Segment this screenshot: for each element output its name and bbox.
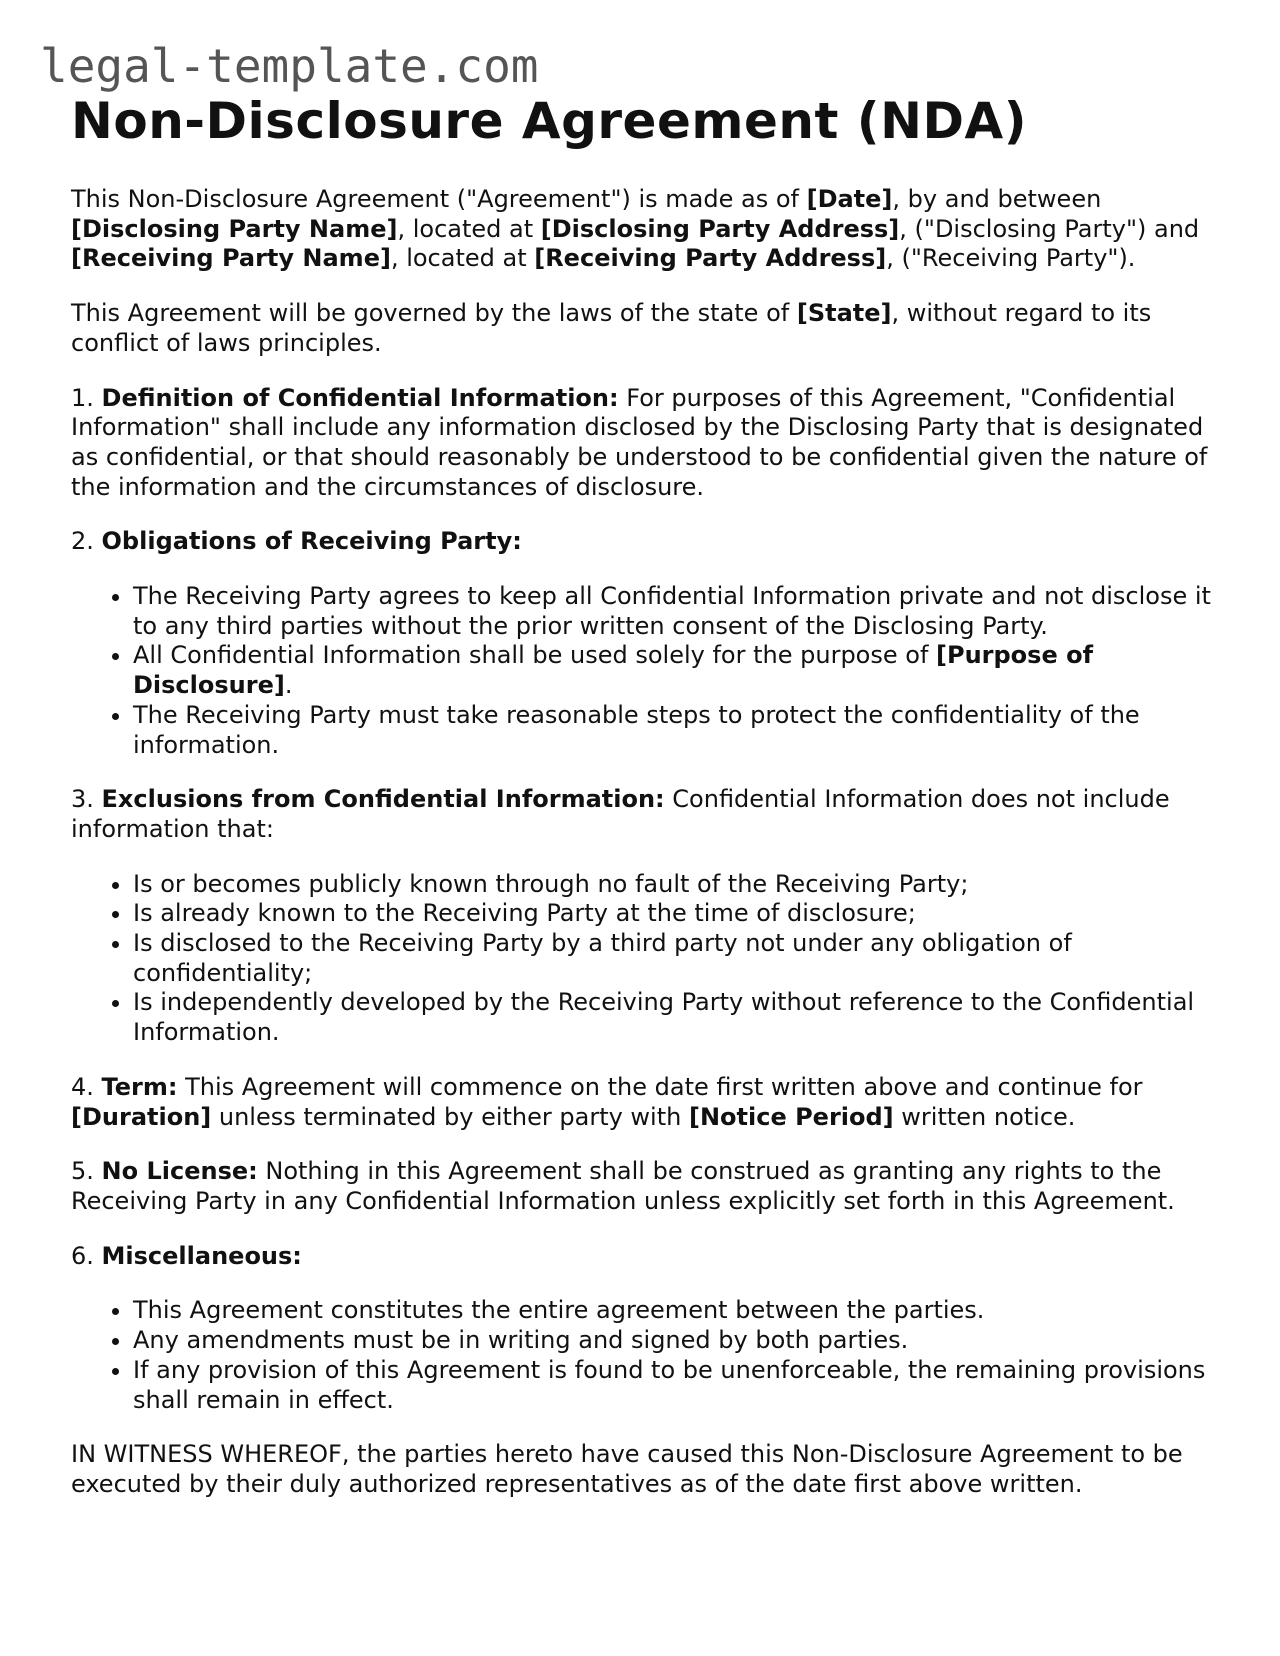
closing-paragraph: IN WITNESS WHEREOF, the parties hereto have caused this Non-Disclosure Agreement to be executed by their duly authorized representatives as of the date first above written.	[71, 1440, 1183, 1498]
list-item: • Is independently developed by the Receiving Party without reference to the Confidential Information.	[133, 988, 1211, 1047]
obligations-list	[71, 582, 1211, 760]
list-item: • This Agreement constitutes the entire agreement between the parties.	[133, 1296, 1211, 1326]
list-item: • Any amendments must be in writing and signed by both parties.	[133, 1326, 1211, 1356]
section-text: unless terminated by either party with	[211, 1102, 689, 1131]
receiving-party-name-placeholder: [Receiving Party Name]	[71, 244, 391, 273]
section-number: 6.	[71, 1241, 102, 1270]
intro-text: , ("Receiving Party").	[886, 244, 1136, 273]
section-5	[71, 1157, 1211, 1216]
intro-paragraph	[71, 185, 1211, 274]
section-heading: Obligations of Receiving Party:	[101, 527, 522, 556]
list-item: • The Receiving Party agrees to keep all Confidential Information private and not disclose it to any third parties without the prior written consent of the Disclosing Party.	[133, 582, 1211, 641]
section-number: 4.	[71, 1072, 102, 1101]
section-text: Nothing in this Agreement shall be construed as granting any rights to the Receiving Party in any Confidential Information unless explicitly set forth in this Agreement.	[71, 1157, 1175, 1215]
section-1	[71, 384, 1211, 503]
list-item: • The Receiving Party must take reasonable steps to protect the confidentiality of the information.	[133, 701, 1211, 760]
intro-text: This Non-Disclosure Agreement ("Agreement") is made as of	[71, 185, 807, 213]
document-title: Non-Disclosure Agreement (NDA)	[71, 92, 1028, 150]
list-item: • If any provision of this Agreement is found to be unenforceable, the remaining provisions shall remain in effect.	[133, 1356, 1211, 1415]
section-6	[71, 1242, 1211, 1272]
intro-text: , located at	[397, 214, 541, 243]
duration-placeholder: [Duration]	[71, 1102, 212, 1131]
section-3	[71, 785, 1211, 844]
section-4	[71, 1073, 1211, 1132]
receiving-party-address-placeholder: [Receiving Party Address]	[534, 244, 887, 273]
section-heading: Exclusions from Confidential Information:	[101, 785, 665, 814]
date-placeholder: [Date]	[806, 185, 893, 213]
governing-law-paragraph	[71, 299, 1211, 358]
section-heading: Definition of Confidential Information:	[101, 383, 619, 412]
section-number: 1.	[71, 383, 102, 412]
site-watermark: legal-template.com	[40, 39, 539, 93]
list-item-text: All Confidential Information shall be used solely for the purpose of	[133, 641, 937, 670]
section-number: 5.	[71, 1157, 102, 1186]
disclosing-party-address-placeholder: [Disclosing Party Address]	[540, 214, 900, 243]
intro-text: , by and between	[892, 185, 1102, 213]
state-placeholder: [State]	[796, 299, 892, 328]
list-item: • Is disclosed to the Receiving Party by a third party not under any obligation of confidentiality;	[133, 929, 1211, 988]
section-text: This Agreement will commence on the date first written above and continue for	[177, 1072, 1143, 1101]
notice-period-placeholder: [Notice Period]	[688, 1102, 894, 1131]
section-heading: Term:	[101, 1072, 178, 1101]
list-item	[133, 641, 1211, 700]
section-text: written notice.	[893, 1102, 1076, 1131]
section-text: Confidential Information does not include information that:	[71, 785, 1170, 843]
section-text: For purposes of this Agreement, "Confidential Information" shall include any information disclosed by the Disclosing Party that is designated as confidential, or that should reasonably be understood to be confidential given the nature of the information and the circumstances of disclosure.	[71, 383, 1208, 501]
miscellaneous-list	[71, 1296, 1211, 1415]
governing-text: This Agreement will be governed by the laws of the state of	[71, 299, 797, 328]
document-page	[71, 90, 1211, 1500]
list-item: • Is or becomes publicly known through no fault of the Receiving Party;	[133, 870, 1211, 900]
section-heading: Miscellaneous:	[101, 1241, 302, 1270]
list-item-text: .	[284, 671, 293, 700]
disclosing-party-name-placeholder: [Disclosing Party Name]	[71, 214, 398, 243]
intro-text: , ("Disclosing Party") and	[899, 214, 1200, 243]
section-number: 3.	[71, 785, 102, 814]
purpose-placeholder: [Purpose of Disclosure]	[133, 641, 1094, 700]
section-heading: No License:	[101, 1157, 258, 1186]
governing-text: , without regard to its conflict of laws principles.	[71, 299, 1152, 357]
list-item: • Is already known to the Receiving Party at the time of disclosure;	[133, 899, 1211, 929]
section-number: 2.	[71, 527, 102, 556]
exclusions-list	[71, 870, 1211, 1048]
intro-text: , located at	[390, 244, 535, 273]
section-2	[71, 527, 1211, 557]
